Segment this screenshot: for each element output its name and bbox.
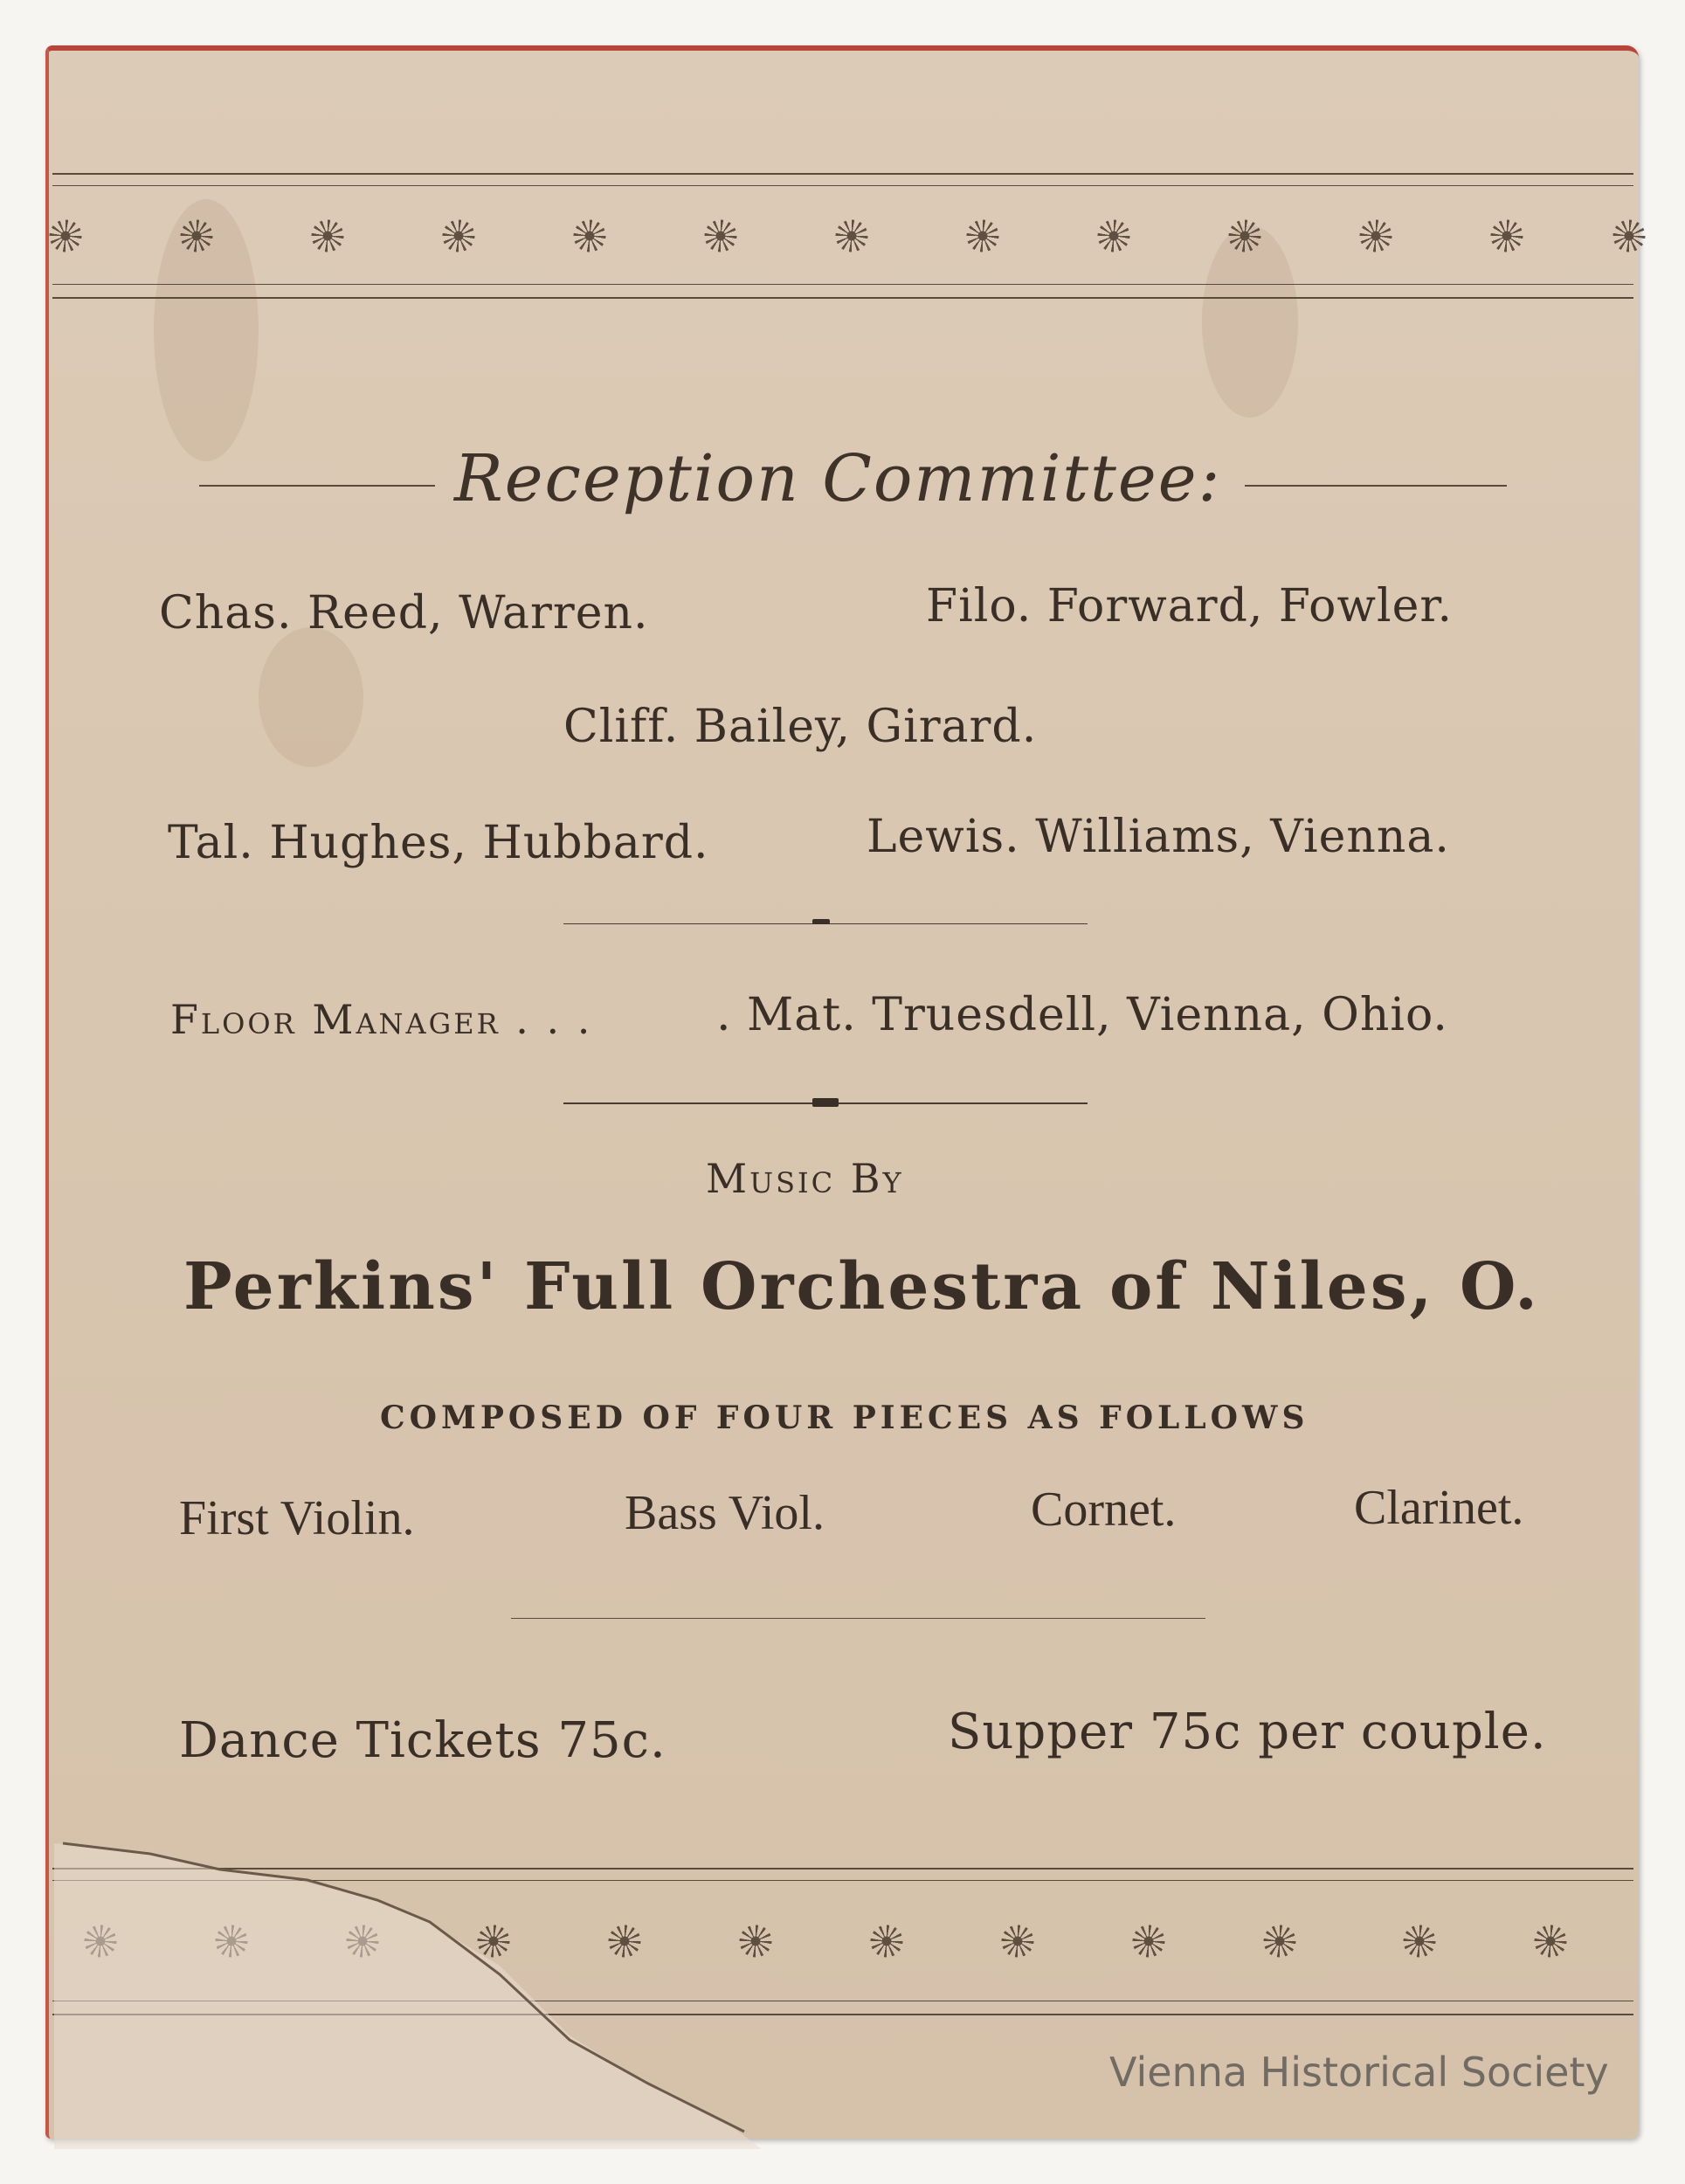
committee-member: Lewis. Williams, Vienna.	[867, 811, 1450, 863]
committee-member: Chas. Reed, Warren.	[159, 587, 649, 639]
rosette-ornament	[1001, 1925, 1034, 1958]
ornament-center	[812, 919, 830, 924]
rosette-ornament	[1534, 1925, 1567, 1958]
ornament-center	[812, 1098, 839, 1107]
rosette-ornament	[1097, 219, 1130, 252]
music-by-label: Music By	[706, 1155, 904, 1202]
rosette-ornament	[180, 219, 213, 252]
top-border-rule	[52, 185, 1633, 186]
committee-member: Cliff. Bailey, Girard.	[563, 701, 1038, 753]
rosette-ornament	[704, 219, 737, 252]
heading-line-left	[199, 485, 435, 487]
rosette-ornament	[870, 1925, 903, 1958]
dance-ticket-price: Dance Tickets 75c.	[179, 1712, 666, 1769]
orchestra-name: Perkins' Full Orchestra of Niles, O.	[183, 1249, 1540, 1324]
top-border-rule	[52, 297, 1633, 299]
torn-corner	[45, 1817, 762, 2149]
instrument: First Violin.	[179, 1491, 415, 1545]
rosette-ornament	[573, 219, 606, 252]
top-border-rule	[52, 284, 1633, 285]
rosette-ornament	[1612, 219, 1646, 252]
rosette-ornament	[835, 219, 868, 252]
committee-member: Tal. Hughes, Hubbard.	[168, 817, 709, 869]
stain	[1202, 225, 1298, 418]
heading-title: Reception Committee:	[454, 441, 1222, 516]
rosette-ornament	[1263, 1925, 1296, 1958]
rosette-ornament	[1132, 1925, 1165, 1958]
top-border-rule	[52, 173, 1633, 175]
heading-line-right	[1245, 485, 1507, 487]
instrument: Bass Viol.	[625, 1486, 825, 1540]
rosette-ornament	[1228, 219, 1261, 252]
floor-manager-label: Floor Manager . . .	[170, 996, 593, 1043]
rosette-ornament	[1403, 1925, 1436, 1958]
rosette-ornament	[442, 219, 475, 252]
rosette-ornament	[311, 219, 344, 252]
instrument: Clarinet.	[1354, 1481, 1524, 1535]
rosette-ornament	[1359, 219, 1392, 252]
supper-price: Supper 75c per couple.	[948, 1704, 1547, 1760]
rosette-ornament	[49, 219, 82, 252]
committee-member: Filo. Forward, Fowler.	[926, 580, 1454, 632]
rosette-ornament	[1490, 219, 1523, 252]
composition-line: COMPOSED OF FOUR PIECES AS FOLLOWS	[380, 1400, 1309, 1436]
floor-manager-value: . Mat. Truesdell, Vienna, Ohio.	[716, 989, 1448, 1041]
rosette-ornament	[966, 219, 999, 252]
instrument: Cornet.	[1031, 1482, 1177, 1537]
watermark-text: Vienna Historical Society	[1109, 2049, 1609, 2096]
price-divider	[511, 1618, 1205, 1619]
stain	[259, 627, 363, 767]
